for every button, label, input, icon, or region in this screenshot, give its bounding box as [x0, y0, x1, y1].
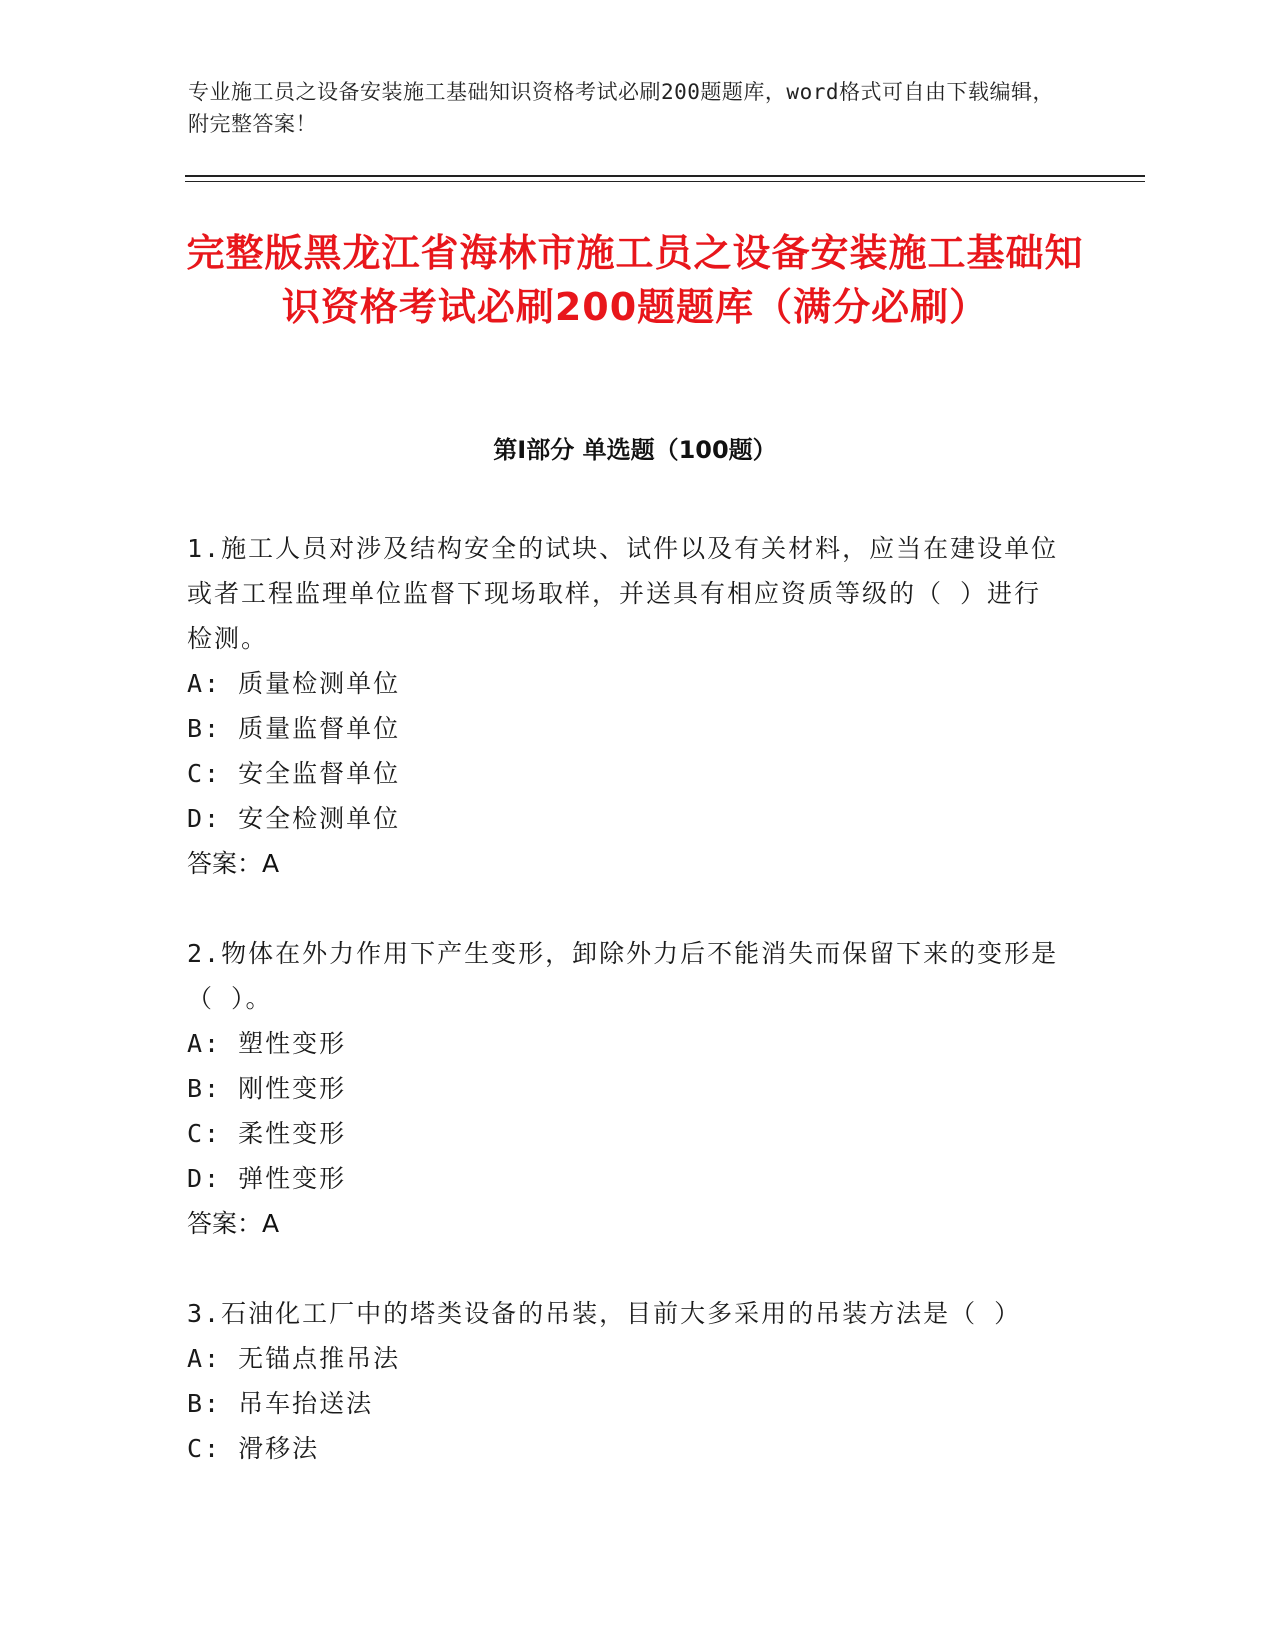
question-2 — [187, 931, 1067, 1246]
option-c: C: 柔性变形 — [187, 1119, 347, 1148]
question-text: 3.石油化工厂中的塔类设备的吊装，目前大多采用的吊装方法是（ ） — [187, 1299, 1022, 1328]
option-c: C: 安全监督单位 — [187, 759, 401, 788]
option-c: C: 滑移法 — [187, 1434, 320, 1463]
option-b: B: 质量监督单位 — [187, 714, 401, 743]
section-heading: 第I部分 单选题（100题） — [493, 436, 777, 464]
question-text: 2.物体在外力作用下产生变形，卸除外力后不能消失而保留下来的变形是（ ）。 — [187, 939, 1059, 1013]
header-divider-thin — [185, 181, 1145, 182]
header-note: 专业施工员之设备安装施工基础知识资格考试必刷200题题库，word格式可自由下载编辑，附完整答案！ — [188, 80, 1054, 136]
question-text: 1.施工人员对涉及结构安全的试块、试件以及有关材料，应当在建设单位或者工程监理单位监督下现场取样，并送具有相应资质等级的（ ）进行检测。 — [187, 534, 1059, 653]
option-a: A: 无锚点推吊法 — [187, 1344, 401, 1373]
question-3 — [187, 1291, 1067, 1471]
option-a: A: 塑性变形 — [187, 1029, 347, 1058]
answer-line: 答案：A — [187, 1209, 280, 1238]
document-title: 完整版黑龙江省海林市施工员之设备安装施工基础知识资格考试必刷200题题库（满分必刷） — [186, 231, 1084, 329]
question-1 — [187, 526, 1067, 886]
question-list — [187, 526, 1067, 1516]
answer-line: 答案：A — [187, 849, 280, 878]
option-d: D: 弹性变形 — [187, 1164, 347, 1193]
header-divider-thick — [185, 175, 1145, 177]
option-a: A: 质量检测单位 — [187, 669, 401, 698]
option-d: D: 安全检测单位 — [187, 804, 401, 833]
option-b: B: 吊车抬送法 — [187, 1389, 374, 1418]
option-b: B: 刚性变形 — [187, 1074, 347, 1103]
